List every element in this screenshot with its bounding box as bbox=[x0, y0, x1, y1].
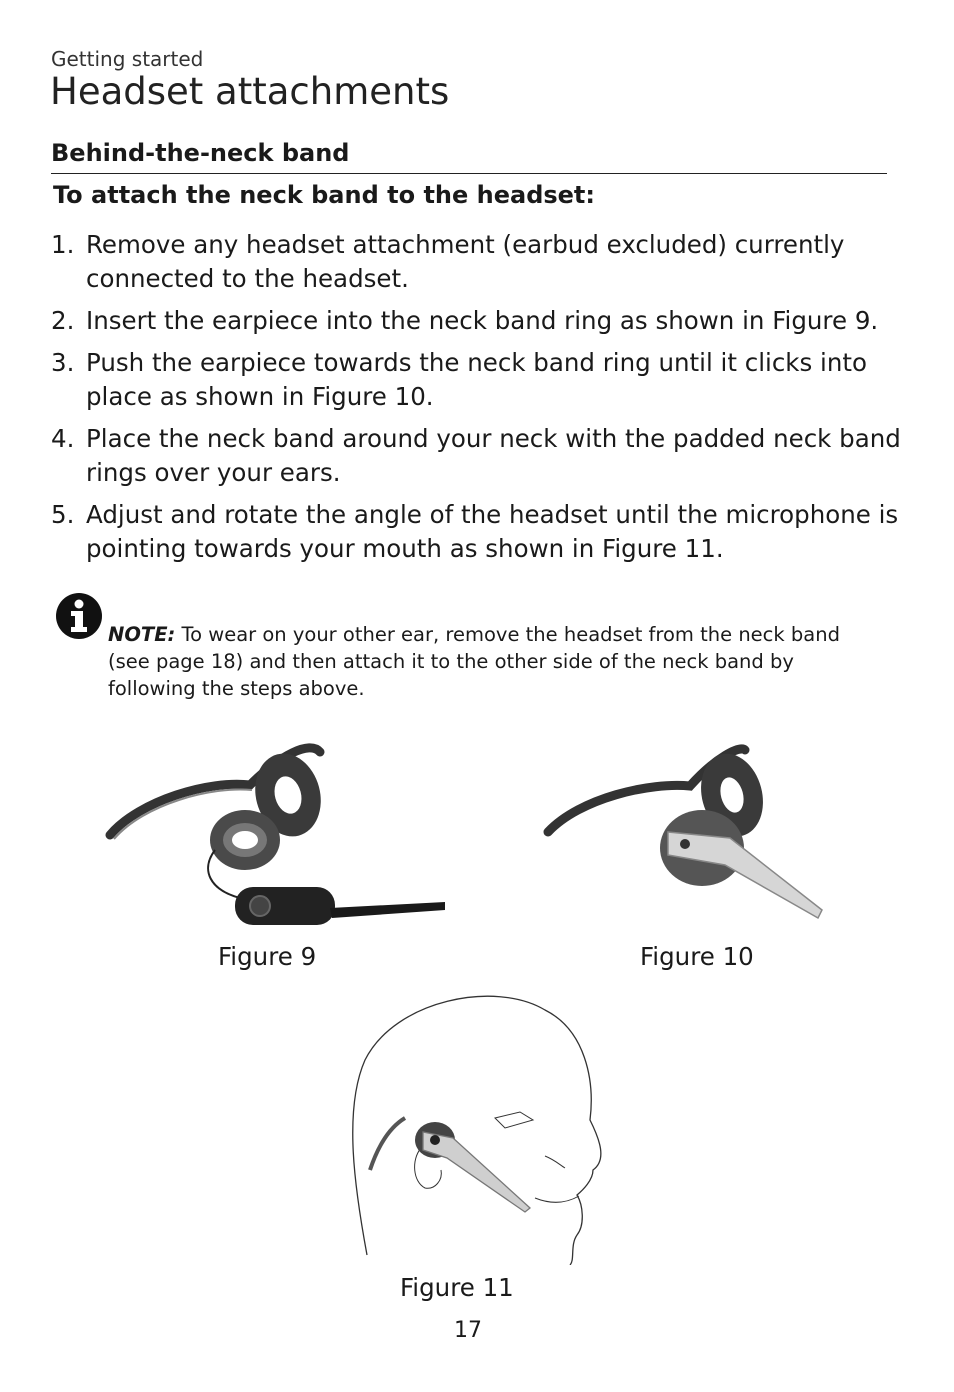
steps-list bbox=[51, 228, 901, 574]
list-item bbox=[51, 228, 901, 296]
step-number: 2. bbox=[51, 306, 75, 335]
step-number: 3. bbox=[51, 348, 75, 377]
section-label: Getting started bbox=[51, 47, 204, 71]
step-text: Place the neck band around your neck with the padded neck band rings over your ears. bbox=[86, 424, 901, 487]
step-text: Remove any headset attachment (earbud excluded) currently connected to the headset. bbox=[86, 230, 845, 293]
step-number: 1. bbox=[51, 230, 75, 259]
list-item bbox=[51, 304, 901, 338]
figure-9-caption: Figure 9 bbox=[218, 942, 317, 971]
divider bbox=[51, 173, 887, 174]
step-text: Adjust and rotate the angle of the headset until the microphone is pointing towards your mouth as shown in Figure 11. bbox=[86, 500, 899, 563]
step-number: 5. bbox=[51, 500, 75, 529]
page-title: Headset attachments bbox=[50, 70, 450, 113]
figure-11-image bbox=[345, 990, 615, 1265]
note bbox=[108, 621, 883, 702]
list-item bbox=[51, 346, 901, 414]
list-item bbox=[51, 498, 901, 566]
note-label: NOTE: bbox=[108, 623, 176, 646]
list-item bbox=[51, 422, 901, 490]
info-icon bbox=[55, 592, 103, 640]
step-text: Insert the earpiece into the neck band ring as shown in Figure 9. bbox=[86, 306, 879, 335]
page-number: 17 bbox=[454, 1318, 482, 1343]
subheading: Behind-the-neck band bbox=[51, 139, 350, 167]
step-text: Push the earpiece towards the neck band ring until it clicks into place as shown in Figure 10. bbox=[86, 348, 867, 411]
figure-11-caption: Figure 11 bbox=[400, 1273, 514, 1302]
figure-9-image bbox=[100, 740, 460, 940]
step-number: 4. bbox=[51, 424, 75, 453]
instruction-title: To attach the neck band to the headset: bbox=[53, 181, 596, 209]
note-text: To wear on your other ear, remove the headset from the neck band (see page 18) and then attach it to the other side of the neck band by following the steps above. bbox=[108, 623, 840, 700]
figure-10-caption: Figure 10 bbox=[640, 942, 754, 971]
figure-10-image bbox=[540, 740, 840, 925]
